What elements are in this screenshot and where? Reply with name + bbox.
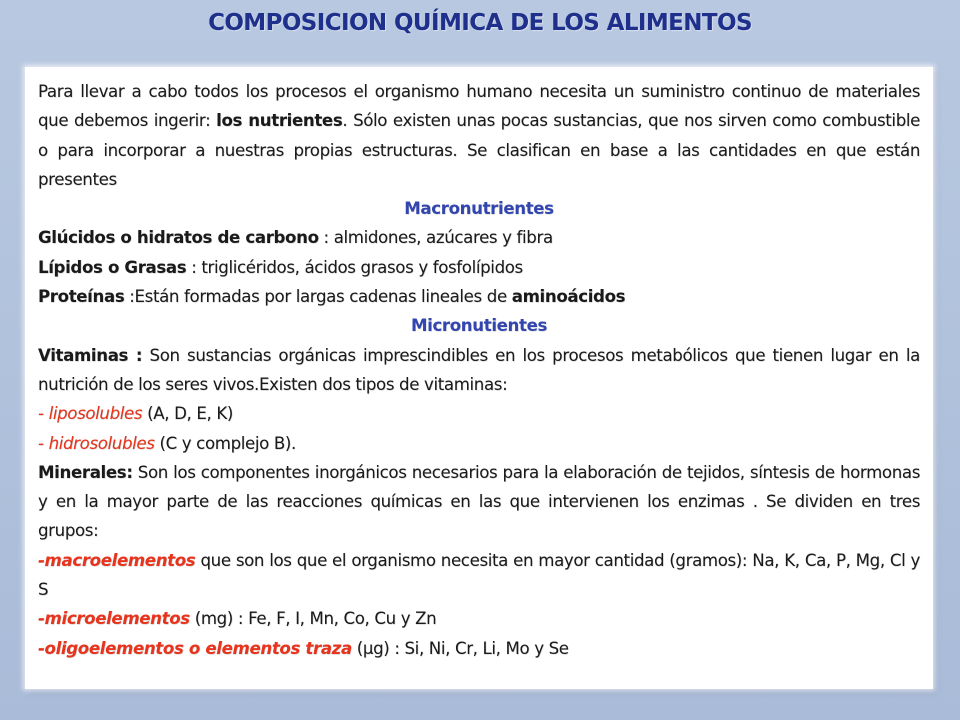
glucidos-line bbox=[38, 223, 920, 252]
lipidos-line bbox=[38, 253, 920, 282]
microelementos-term: microelementos bbox=[44, 609, 190, 629]
elementos-traza-term: elementos traza bbox=[205, 638, 352, 658]
oligoelementos-connector: o bbox=[183, 638, 206, 658]
lipidos-text: : triglicéridos, ácidos grasos y fosfolípidos bbox=[186, 257, 523, 277]
hidrosolubles-term: hidrosolubles bbox=[48, 433, 155, 453]
macroelementos-text: que son los que el organismo necesita en mayor cantidad (gramos): Na, K, Ca, P, Mg, Cl y S bbox=[38, 550, 920, 600]
oligoelementos-text: (µg) : Si, Ni, Cr, Li, Mo y Se bbox=[351, 638, 569, 658]
vitaminas-text: Son sustancias orgánicas imprescindibles en los procesos metabólicos que tienen lugar en la nutrición de los seres vivos.Existen dos tipos de vitaminas: bbox=[38, 345, 920, 394]
intro-text-1: Para llevar a cabo todos los procesos el organismo humano necesita un suministro continuo de materiales que debemos ingerir: bbox=[38, 82, 920, 131]
proteinas-label: Proteínas bbox=[38, 287, 125, 307]
macroelementos-term: macroelementos bbox=[44, 550, 196, 570]
glucidos-text: : almidones, azúcares y fibra bbox=[318, 228, 553, 248]
hidrosolubles-line bbox=[38, 429, 920, 458]
minerales-text: Son los componentes inorgánicos necesarios para la elaboración de tejidos, síntesis de hormonas y en la mayor parte de las reacciones químicas en las que intervienen los enzimas . Se dividen en tres grupos: bbox=[38, 462, 920, 541]
macronutrientes-heading: Macronutrientes bbox=[404, 199, 554, 219]
oligoelementos-dash: - bbox=[38, 638, 45, 658]
microelementos-line bbox=[38, 604, 920, 633]
oligoelementos-line bbox=[38, 634, 920, 663]
macroelementos-dash: - bbox=[38, 550, 45, 570]
hidrosolubles-text: (C y complejo B). bbox=[154, 433, 296, 453]
liposolubles-dash: - bbox=[38, 404, 49, 424]
hidrosolubles-dash: - bbox=[38, 433, 49, 453]
lipidos-label: Lípidos o Grasas bbox=[38, 257, 187, 277]
microelementos-dash: - bbox=[38, 609, 45, 629]
intro-bold: los nutrientes bbox=[216, 111, 343, 131]
glucidos-label: Glúcidos o hidratos de carbono bbox=[38, 228, 319, 248]
oligoelementos-term: oligoelementos bbox=[44, 638, 184, 658]
intro-paragraph bbox=[38, 77, 920, 194]
minerales-paragraph bbox=[38, 458, 920, 546]
micronutientes-heading: Micronutientes bbox=[410, 316, 548, 336]
liposolubles-line bbox=[38, 399, 920, 428]
content-panel bbox=[25, 67, 933, 689]
proteinas-bold: aminoácidos bbox=[511, 287, 626, 307]
liposolubles-text: (A, D, E, K) bbox=[142, 404, 234, 424]
content-body bbox=[38, 77, 920, 663]
macroelementos-paragraph bbox=[38, 546, 920, 605]
page-title: COMPOSICION QUÍMICA DE LOS ALIMENTOS bbox=[208, 10, 752, 36]
vitaminas-label: Vitaminas : bbox=[38, 345, 143, 365]
liposolubles-term: liposolubles bbox=[48, 404, 143, 424]
microelementos-text: (mg) : Fe, F, I, Mn, Co, Cu y Zn bbox=[189, 609, 437, 629]
minerales-label: Minerales: bbox=[38, 462, 133, 482]
vitaminas-paragraph bbox=[38, 341, 920, 400]
proteinas-line bbox=[38, 282, 920, 311]
proteinas-text: :Están formadas por largas cadenas lineales de bbox=[124, 287, 512, 307]
intro-text-2: . Sólo existen unas pocas sustancias, que nos sirven como combustible o para incorporar a nuestras propias estructuras. Se clasifican en base a las cantidades en que están presentes bbox=[38, 111, 920, 189]
